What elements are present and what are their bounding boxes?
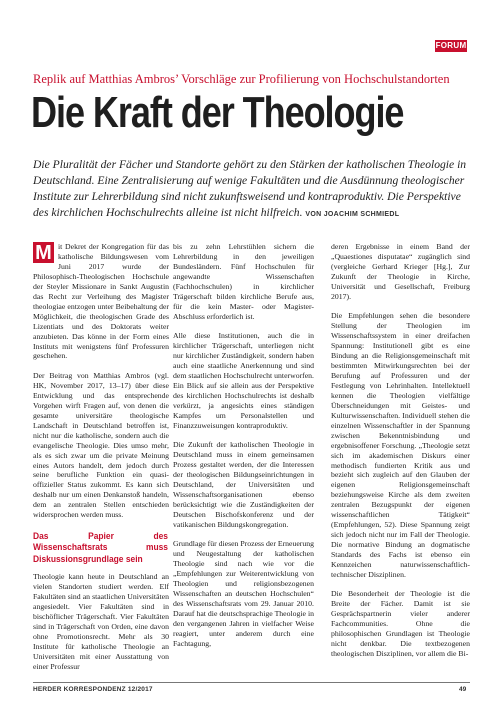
body-paragraph: Die Empfehlungen sehen die besondere Stellung der Theologien im Wissenschaftssystem in einer dreifachen Spannung: Institutionell gibt es eine Bindung an die Religionsgemeinschaft mit bestimmten Mitwirkungsrechten bei der Berufung auf Professuren und der Festlegung von Lehrinhalten. Intellektuell kennen die Theologien vielfältige Überschneidungen mit Geistes- und Kulturwissenschaften. Individuell stehen die einzelnen Wissenschaftler in der Spannung zwischen Bekenntnisbindung und ergebnisoffener Forschung. „Theologie setzt sich im akademischen Diskurs einer methodisch fundierten Kritik aus und bezieht sich zugleich auf den Glauben der eigenen Religionsgemeinschaft beziehungsweise Kirche als dem zweiten zentralen Bezugspunkt der eigenen wissenschaftlichen Tätigkeit“ (Empfehlungen, 52). Diese Spannung zeigt sich jedoch nicht nur im Fall der Theologie. Die normative Bindung an dogmatische Standards des Fachs ist ebenso ein Kennzeichen naturwissenschaftlich-technischer Disziplinen. [331,311,470,579]
footer-divider [33,682,470,683]
body-column-3 [331,242,470,669]
article-lead [33,157,470,223]
footer-publication: HERDER KORRESPONDENZ 12/2017 [33,686,153,693]
section-tag: FORUM [435,41,467,50]
body-paragraph: Die Besonderheit der Theologie ist die Breite der Fächer. Damit ist sie Gesprächspartnerin vieler anderer Fachcommunities. Ohne die philosophischen Grundlagen ist Theologie nicht denkbar. Die textbezogenen theologischen Disziplinen, vor allem die Bi- [331,589,470,659]
kicker-subtitle: Replik auf Matthias Ambros’ Vorschläge zur Profilierung von Hochschulstandorten [33,72,450,86]
drop-cap: M [33,242,54,263]
body-paragraph: Theologie kann heute in Deutschland an vielen Standorten studiert werden. Elf Fakultäten sind an staatlichen Universitäten angesiedelt. Vier Fakultäten sind in bischöflicher Trägerschaft. Vier Fakultäten sind in Trägerschaft von Orden, eine davon ohne Promotionsrecht. Mehr als 30 Institute für katholische Theologie an Universitäten mit einer Ausstattung von einer Professur [33,572,169,671]
body-paragraph: Alle diese Institutionen, auch die in kirchlicher Trägerschaft, unterliegen nicht nur kirchlicher Zuständigkeit, sondern haben auch eine staatliche Anerkennung und sind dem staatlichen Hochschulrecht unterworfen. Ein Blick auf sie allein aus der Perspektive des kirchlichen Hochschulrechts ist deshalb verkürzt, ja angesichts eines ständigen Kampfes um Personalstellen und Finanzzuweisungen kontraproduktiv. [173,331,314,430]
body-paragraph: Die Zukunft der katholischen Theologie in Deutschland muss in einem gemeinsamen Prozess gestaltet werden, der die Interessen der theologischen Bildungseinrichtungen in Deutschland, der Universitäten und Wissenschaftsorganisationen ebenso berücksichtigt wie die Zuständigkeiten der Deutschen Bischofskonferenz und der vatikanischen Bildungskongregation. [173,440,314,529]
body-paragraph: Der Beitrag von Matthias Ambros (vgl. HK, November 2017, 13–17) über diese Entwicklung und das entsprechende Vorgehen wirft Fragen auf, von denen die gesamte universitäre theologische Landschaft in Deutschland betroffen ist, nicht nur die katholische, sondern auch die evangelische Theologie. Dies umso mehr, als es sich zwar um die private Meinung eines Autors handelt, dem jedoch durch seine berufliche Funktion ein quasi-offizieller Status zukommt. Es kann sich deshalb nur um einen Denkanstoß handeln, dem an zentralen Stellen entschieden widersprochen werden muss. [33,370,169,520]
body-column-1 [33,242,169,681]
body-paragraph: Grundlage für diesen Prozess der Erneuerung und Neugestaltung der katholischen Theologie sind nach wie vor die „Empfehlungen zur Weiterentwicklung von Theologien und religionsbezogenen Wissenschaften an deutschen Hochschulen“ des Wissenschaftsrats vom 29. Januar 2010. Darauf hat die deutschsprachige Theologie in den vergangenen Jahren in vielfacher Weise reagiert, unter anderem durch eine Fachtagung, [173,539,314,648]
body-paragraph: deren Ergebnisse in einem Band der „Quaestiones disputatae“ zugänglich sind (vergleiche Gerhard Krieger [Hg.], Zur Zukunft der Theologie in Kirche, Universität und Gesellschaft, Freiburg 2017). [331,242,470,301]
section-subheading: Das Papier des Wissenschaftsrats muss Diskussionsgrundlage sein [33,529,168,564]
body-paragraph: M it Dekret der Kongregation für das katholische Bildungswesen vom Juni 2017 wurde der Philosophisch-Theologischen Hochschule der Steyler Missionare in Sankt Augustin das Recht zur Verleihung des Magister theologiae entzogen unter Beibehaltung der Möglichkeit, die theologischen Grade des Lizentiats und des Doktorats weiter anzubieten. Das könne in der Form eines Instituts mit wenigstens fünf Professuren geschehen. [33,242,169,361]
author-byline: VON JOACHIM SCHMIEDL [305,211,400,218]
page-number: 49 [459,686,467,693]
article-headline: Die Kraft der Theologie [31,88,404,137]
body-paragraph: bis zu zehn Lehrstühlen sichern die Lehrerbildung in den jeweiligen Bundesländern. Fünf Hochschulen für angewandte Wissenschaften (Fachhochschulen) in kirchlicher Trägerschaft bilden kirchliche Berufe aus, für die kein Master- oder Magister-Abschluss erforderlich ist. [173,242,314,321]
body-column-2 [173,242,314,658]
lead-text: Die Pluralität der Fächer und Standorte gehört zu den Stärken der katholischen Theologie in Deutschland. Eine Zentralisierung auf wenige Fakultäten und die Ausdünnung theologischer Institute zur Lehrerbildung sind nicht zukunftsweisend und kontraproduktiv. Die Perspektive des kirchlichen Hochschulrechts alleine ist nicht hilfreich. [33,158,467,219]
